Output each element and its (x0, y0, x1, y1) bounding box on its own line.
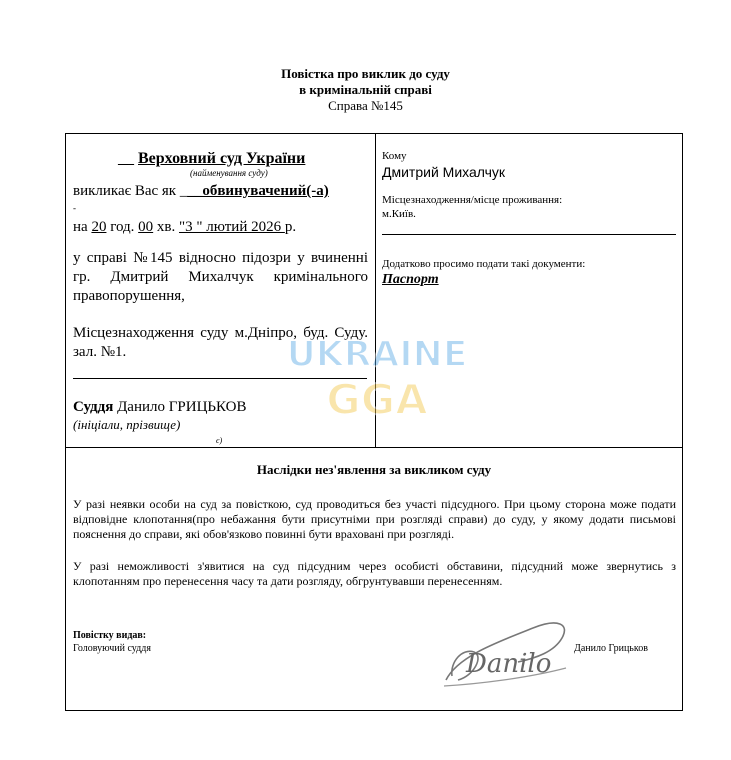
defendant-role: __обвинувачений(-а) (187, 183, 329, 199)
document-subtitle: в кримінальній справі (299, 82, 432, 97)
date-sep-1: год. (106, 219, 139, 235)
watermark-logo (282, 318, 472, 428)
date-day: "3 " лютий 2026 (179, 219, 285, 235)
date-prefix: на (73, 219, 92, 235)
court-location: Місцезнаходження суду м.Дніпро, буд. Суду. зал. №1. (73, 325, 368, 360)
judge-line (73, 399, 247, 416)
summons-line (73, 183, 329, 200)
judge-name: Данило ГРИЦЬКОВ (113, 399, 247, 415)
consequences-paragraph-1: У разі неявки особи на суд за повісткою, суд проводиться без участі підсудного. При цьому сторона може подати відповідне клопотання(про небажання бути присутніми при розгляді справи) до суду, у якому додати письмові пояснення до справи, які обов'язково повинні бути враховані при розгляді. (73, 497, 676, 541)
issuer-name: Данило Грицьков (574, 643, 648, 654)
consequences-title: Наслідки нез'явлення за викликом суду (256, 462, 492, 477)
recipient-label: Кому (382, 150, 407, 162)
summons-text: викликає Вас як _ (73, 183, 188, 199)
address-label: Місцезнаходження/місце проживання: (382, 194, 563, 206)
handwritten-signature (438, 606, 573, 690)
date-suffix: р. (284, 219, 297, 235)
date-minute: 00 (138, 219, 154, 235)
court-lead: __ (118, 150, 134, 167)
judge-note: (ініціали, прізвище) (73, 417, 181, 432)
section-divider (65, 447, 683, 448)
issued-by-label: Повістку видав: (73, 630, 147, 641)
small-mark: є) (216, 436, 223, 445)
tiny-mark: - (73, 203, 76, 213)
case-paragraph: у справі №145 відносно підозри у вчиненні гр. Дмитрий Михалчук кримінального правопорушення, (73, 250, 368, 304)
court-name: Верховний суд України (138, 150, 306, 167)
address-blank-line (382, 234, 676, 235)
document-header (0, 66, 731, 114)
date-hour: 20 (91, 219, 107, 235)
svg-text:Danilo: Danilo (466, 649, 552, 679)
court-note: (найменування суду) (190, 168, 268, 178)
document-title: Повістка про виклик до суду (281, 66, 450, 81)
case-number: Справа №145 (328, 98, 403, 113)
date-sep-2: хв. (153, 219, 180, 235)
address-value: м.Київ. (382, 208, 416, 220)
judge-label: Суддя (73, 399, 114, 415)
watermark-line2: GGA (326, 375, 428, 424)
issuer-role: Головуючий суддя (73, 643, 151, 654)
watermark-line1: UKRAINE (286, 334, 468, 375)
recipient-name: Дмитрий Михалчук (382, 164, 506, 180)
documents-value: Паспорт (382, 272, 439, 287)
court-name-line (118, 150, 305, 168)
documents-label: Додатково просимо подати такі документи: (382, 258, 586, 270)
consequences-paragraph-2: У разі неможливості з'явитися на суд підсудним через особисті обставини, підсудний може звернутись з клопотанням про перенесення часу та дати розгляду, обгрунтувавши перенесенням. (73, 559, 676, 588)
date-line (73, 219, 296, 236)
